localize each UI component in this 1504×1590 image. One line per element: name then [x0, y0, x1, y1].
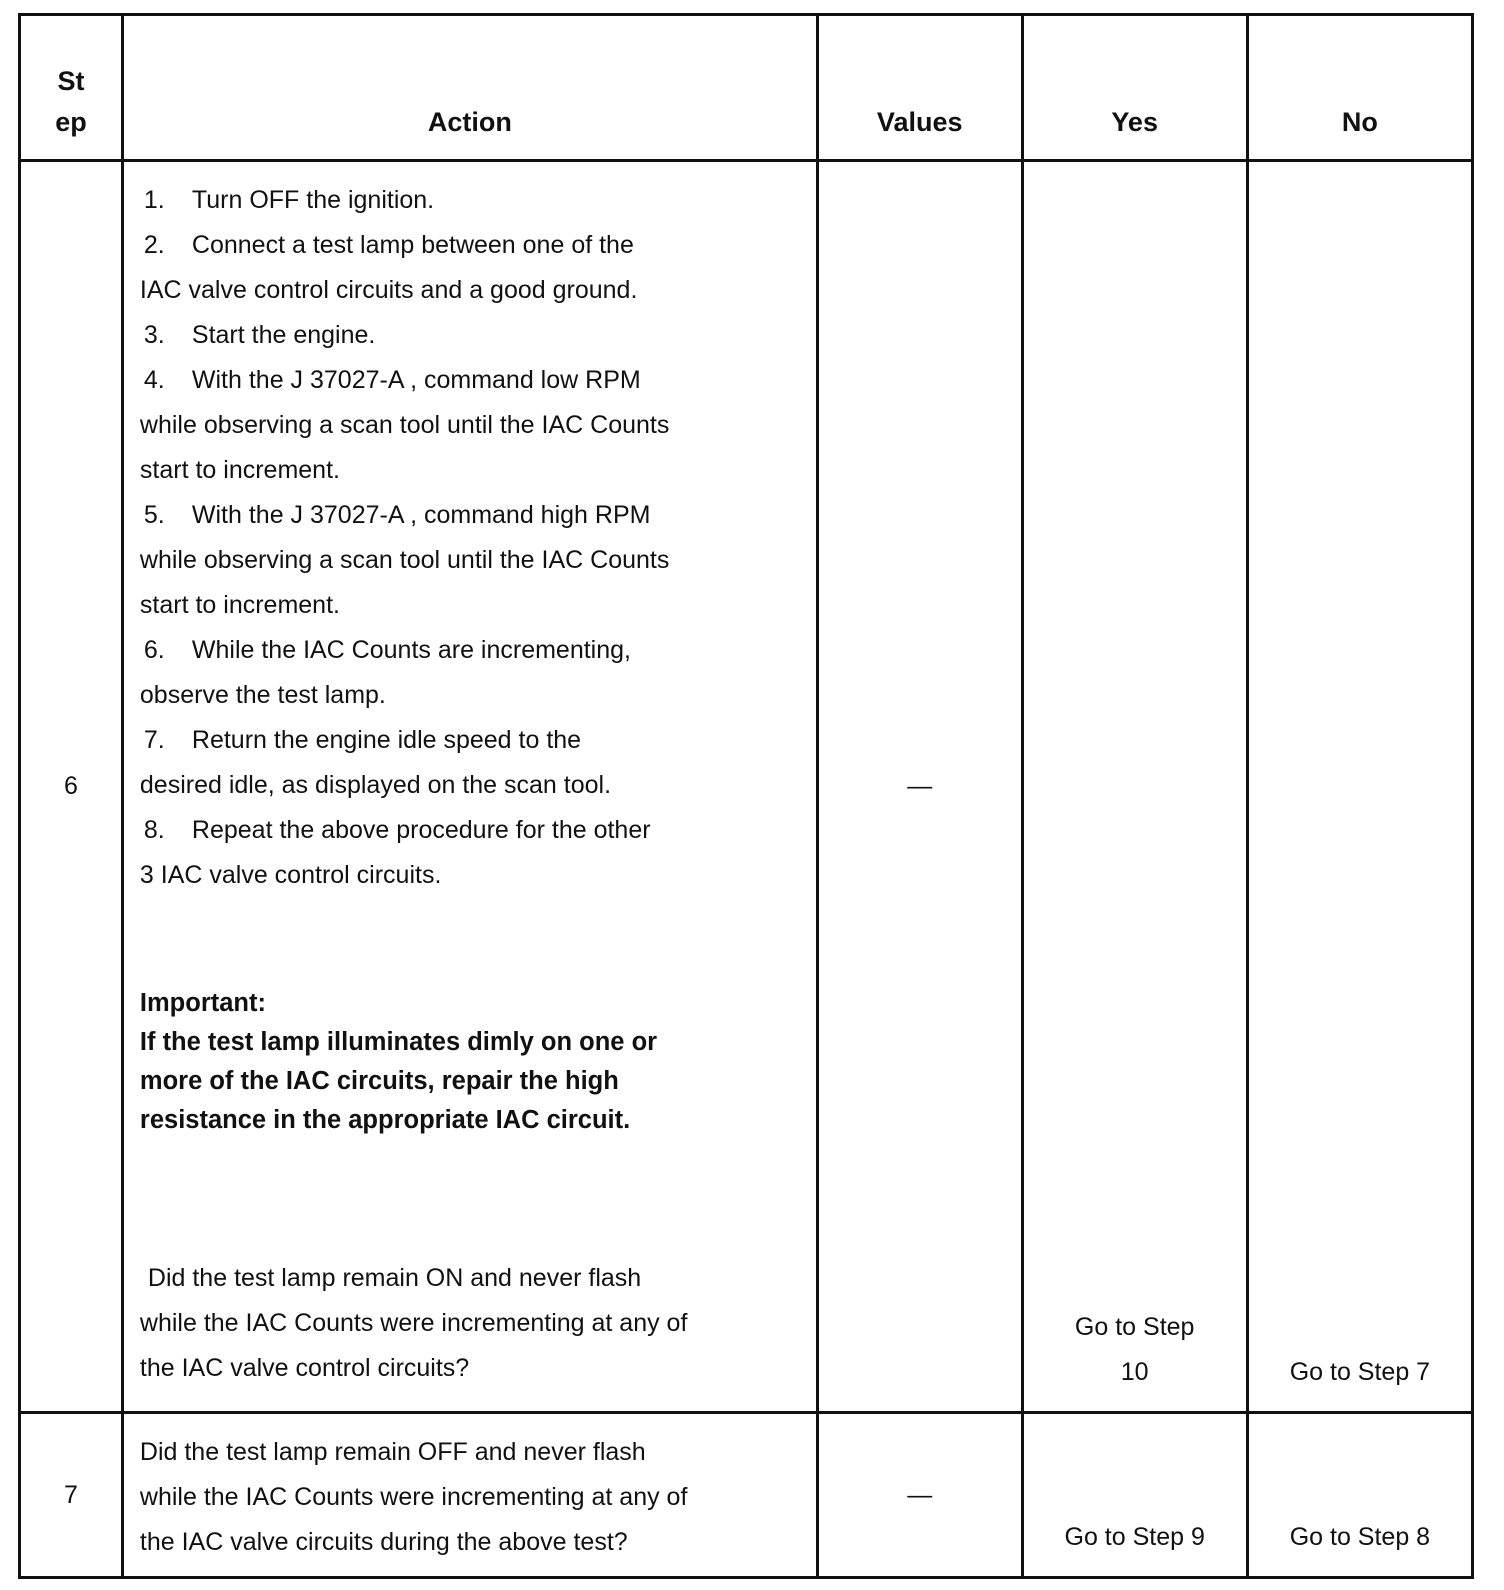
- no-cell: Go to Step 8: [1247, 1413, 1472, 1578]
- question-line: the IAC valve control circuits?: [139, 1354, 470, 1382]
- yes-line: Go to Step: [1074, 1313, 1195, 1341]
- table-row-step-7: [20, 1413, 1473, 1578]
- header-step: [20, 15, 123, 161]
- important-note: [140, 984, 800, 1140]
- action-step: 2. Connect a test lamp between one of the: [143, 231, 634, 259]
- yes-line: 10: [1120, 1358, 1149, 1386]
- important-line: more of the IAC circuits, repair the high: [139, 1067, 619, 1095]
- action-step-continuation: IAC valve control circuits and a good ground.: [139, 276, 638, 304]
- question: [140, 1256, 800, 1391]
- header-step-line1: St: [57, 66, 85, 96]
- values-cell: —: [817, 161, 1022, 1413]
- action-step-continuation: while observing a scan tool until the IAC Counts: [139, 411, 670, 439]
- values-cell: —: [817, 1413, 1022, 1578]
- no-cell: Go to Step 7: [1247, 161, 1472, 1413]
- step-number: 6: [20, 161, 123, 1413]
- action-cell: [122, 161, 817, 1413]
- header-row: [20, 15, 1473, 161]
- action-step: 5. With the J 37027-A , command high RPM: [143, 501, 651, 529]
- action-step-continuation: observe the test lamp.: [139, 681, 386, 709]
- question-line: while the IAC Counts were incrementing at any of: [139, 1309, 688, 1337]
- header-values: Values: [817, 15, 1022, 161]
- action-cell: [122, 1413, 817, 1578]
- action-step-continuation: 3 IAC valve control circuits.: [139, 861, 442, 889]
- action-step: 3. Start the engine.: [143, 321, 376, 349]
- action-step-continuation: while observing a scan tool until the IAC Counts: [139, 546, 670, 574]
- action-step: 7. Return the engine idle speed to the: [143, 726, 582, 754]
- question-line: the IAC valve circuits during the above test?: [139, 1528, 628, 1556]
- header-yes: Yes: [1022, 15, 1247, 161]
- action-step-continuation: start to increment.: [139, 456, 340, 484]
- action-step-continuation: desired idle, as displayed on the scan tool.: [139, 771, 612, 799]
- header-action: Action: [122, 15, 817, 161]
- action-step-continuation: start to increment.: [139, 591, 340, 619]
- question-line: Did the test lamp remain OFF and never flash: [139, 1438, 646, 1466]
- important-label: Important:: [139, 989, 266, 1017]
- action-step: 1. Turn OFF the ignition.: [143, 186, 435, 214]
- important-line: If the test lamp illuminates dimly on one or: [139, 1028, 658, 1056]
- header-no: No: [1247, 15, 1472, 161]
- action-step: 4. With the J 37027-A , command low RPM: [143, 366, 641, 394]
- question-line: Did the test lamp remain ON and never flash: [147, 1264, 642, 1292]
- important-line: resistance in the appropriate IAC circuit.: [139, 1106, 631, 1134]
- header-step-line2: ep: [55, 107, 87, 137]
- action-step: 8. Repeat the above procedure for the other: [143, 816, 651, 844]
- step-number: 7: [20, 1413, 123, 1578]
- yes-cell: Go to Step 9: [1022, 1413, 1247, 1578]
- action-step: 6. While the IAC Counts are incrementing,: [143, 636, 631, 664]
- yes-cell: [1022, 161, 1247, 1413]
- question-line: while the IAC Counts were incrementing at any of: [139, 1483, 688, 1511]
- diagnostic-table: [18, 13, 1474, 1579]
- table-row-step-6: [20, 161, 1473, 1413]
